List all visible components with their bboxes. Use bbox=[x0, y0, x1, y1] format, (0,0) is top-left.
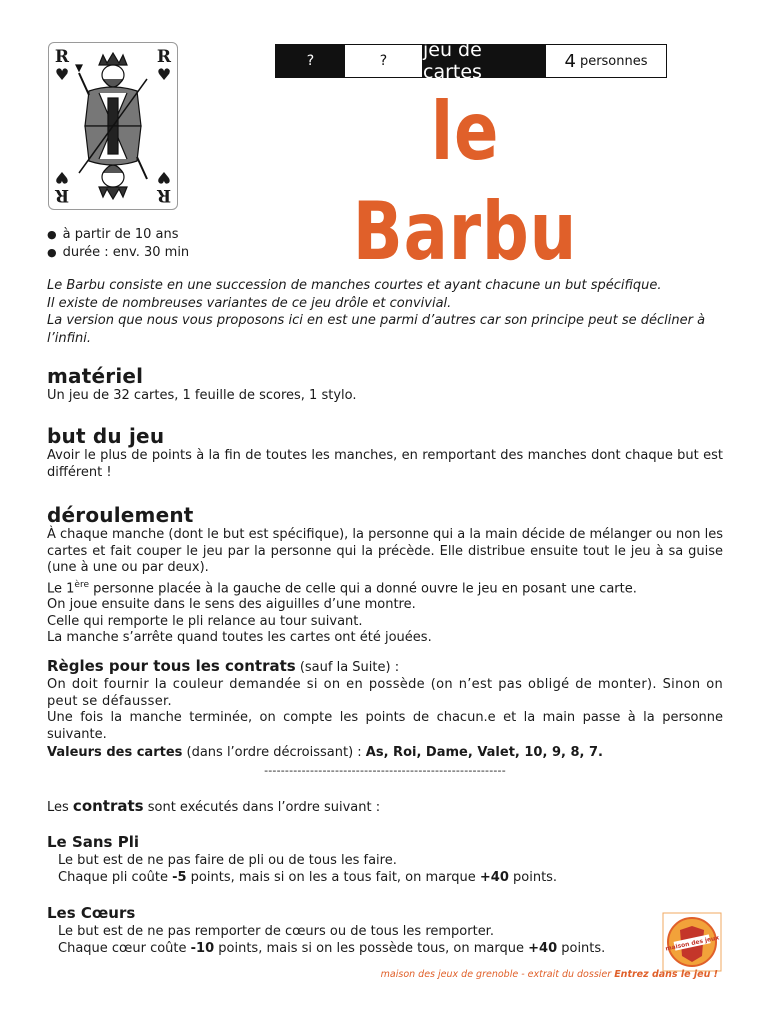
section-deroulement bbox=[47, 503, 723, 647]
king-figure-icon bbox=[49, 43, 177, 209]
king-of-hearts-card bbox=[48, 42, 178, 210]
contrats-intro: Les contrats sont exécutés dans l’ordre suivant : bbox=[47, 797, 381, 815]
game-title: le Barbu bbox=[352, 85, 578, 278]
deroulement-p5: La manche s’arrête quand toutes les cartes ont été jouées. bbox=[47, 630, 432, 646]
contrat-line: Le but est de ne pas remporter de cœurs ou de tous les remporter. bbox=[58, 924, 494, 939]
fact-age: ● à partir de 10 ans bbox=[47, 226, 189, 244]
intro-line: Il existe de nombreuses variantes de ce jeu drôle et convivial. bbox=[47, 295, 452, 311]
intro-line: Le Barbu consiste en une succession de manches courtes et ayant chacune un but spécifique. bbox=[47, 278, 662, 293]
contrat-sans-pli bbox=[47, 833, 723, 886]
card-corner-bottom-right: R ♥ bbox=[156, 168, 172, 205]
intro-line: La version que nous vous proposons ici en est une parmi d’autres car son principe peut se décliner à l’infini. bbox=[47, 313, 706, 346]
logo-text: maison des jeux bbox=[664, 934, 720, 953]
players-number: 4 bbox=[564, 50, 576, 72]
section-materiel bbox=[47, 364, 723, 405]
regles-p1: On doit fournir la couleur demandée si on en possède (on n’est pas obligé de monter). Sinon on peut se défausser. bbox=[47, 677, 723, 709]
intro-paragraph bbox=[47, 277, 723, 347]
maison-des-jeux-logo-icon bbox=[662, 912, 722, 972]
game-info-bar bbox=[275, 39, 667, 83]
heart-icon: ♥ bbox=[54, 65, 70, 84]
deroulement-p2: Le 1ère personne placée à la gauche de celle qui a donné ouvre le jeu en posant une carte. bbox=[47, 579, 637, 596]
regles-heading: Règles pour tous les contrats bbox=[47, 657, 296, 675]
contrat-heading: Le Sans Pli bbox=[47, 833, 139, 851]
card-corner-top-right: R ♥ bbox=[156, 47, 172, 84]
info-cell-1: ? bbox=[276, 45, 345, 77]
footer-credit: maison des jeux de grenoble - extrait du dossier Entrez dans le jeu ! bbox=[380, 969, 718, 980]
contrat-heading: Les Cœurs bbox=[47, 904, 136, 922]
contrat-line: Le but est de ne pas faire de pli ou de tous les faire. bbox=[58, 853, 397, 868]
game-category: jeu de cartes bbox=[423, 45, 546, 77]
fact-duration: ● durée : env. 30 min bbox=[47, 244, 189, 262]
heart-icon: ♥ bbox=[156, 168, 172, 187]
materiel-text: Un jeu de 32 cartes, 1 feuille de scores, 1 stylo. bbox=[47, 388, 357, 403]
card-corner-top-left: R ♥ bbox=[54, 47, 70, 84]
deroulement-p1: À chaque manche (dont le but est spécifique), la personne qui a la main décide de mélanger ou non les cartes et fait couper le jeu par la personne qui la précède. Elle distribue ensuite tout le jeu à sa guise (une à une ou par deux). bbox=[47, 527, 723, 575]
section-but bbox=[47, 424, 723, 481]
players-count bbox=[546, 45, 666, 77]
regles-note: (sauf la Suite) : bbox=[295, 660, 400, 675]
section-heading: but du jeu bbox=[47, 424, 165, 448]
contrat-line: Chaque cœur coûte -10 points, mais si on les possède tous, on marque +40 points. bbox=[58, 940, 606, 956]
section-heading: matériel bbox=[47, 364, 144, 388]
separator-line: ---------------------------------------------------------- bbox=[264, 764, 506, 777]
info-cell-2: ? bbox=[345, 45, 423, 77]
card-corner-bottom-left: R ♥ bbox=[54, 168, 70, 205]
contrat-coeurs bbox=[47, 904, 723, 957]
section-regles bbox=[47, 657, 723, 762]
game-facts bbox=[47, 226, 189, 262]
heart-icon: ♥ bbox=[54, 168, 70, 187]
contrat-line: Chaque pli coûte -5 points, mais si on les a tous fait, on marque +40 points. bbox=[58, 869, 558, 885]
deroulement-p3: On joue ensuite dans le sens des aiguilles d’une montre. bbox=[47, 597, 416, 613]
valeurs-line: Valeurs des cartes (dans l’ordre décroissant) : As, Roi, Dame, Valet, 10, 9, 8, 7. bbox=[47, 745, 603, 760]
deroulement-p4: Celle qui remporte le pli relance au tour suivant. bbox=[47, 613, 363, 629]
but-text: Avoir le plus de points à la fin de toutes les manches, en remportant des manches dont chaque but est différent ! bbox=[47, 448, 723, 480]
regles-heading-line bbox=[47, 657, 723, 677]
regles-p2: Une fois la manche terminée, on compte les points de chacun.e et la main passe à la personne suivante. bbox=[47, 710, 723, 742]
heart-icon: ♥ bbox=[156, 65, 172, 84]
section-heading: déroulement bbox=[47, 503, 194, 527]
players-word: personnes bbox=[579, 53, 648, 69]
